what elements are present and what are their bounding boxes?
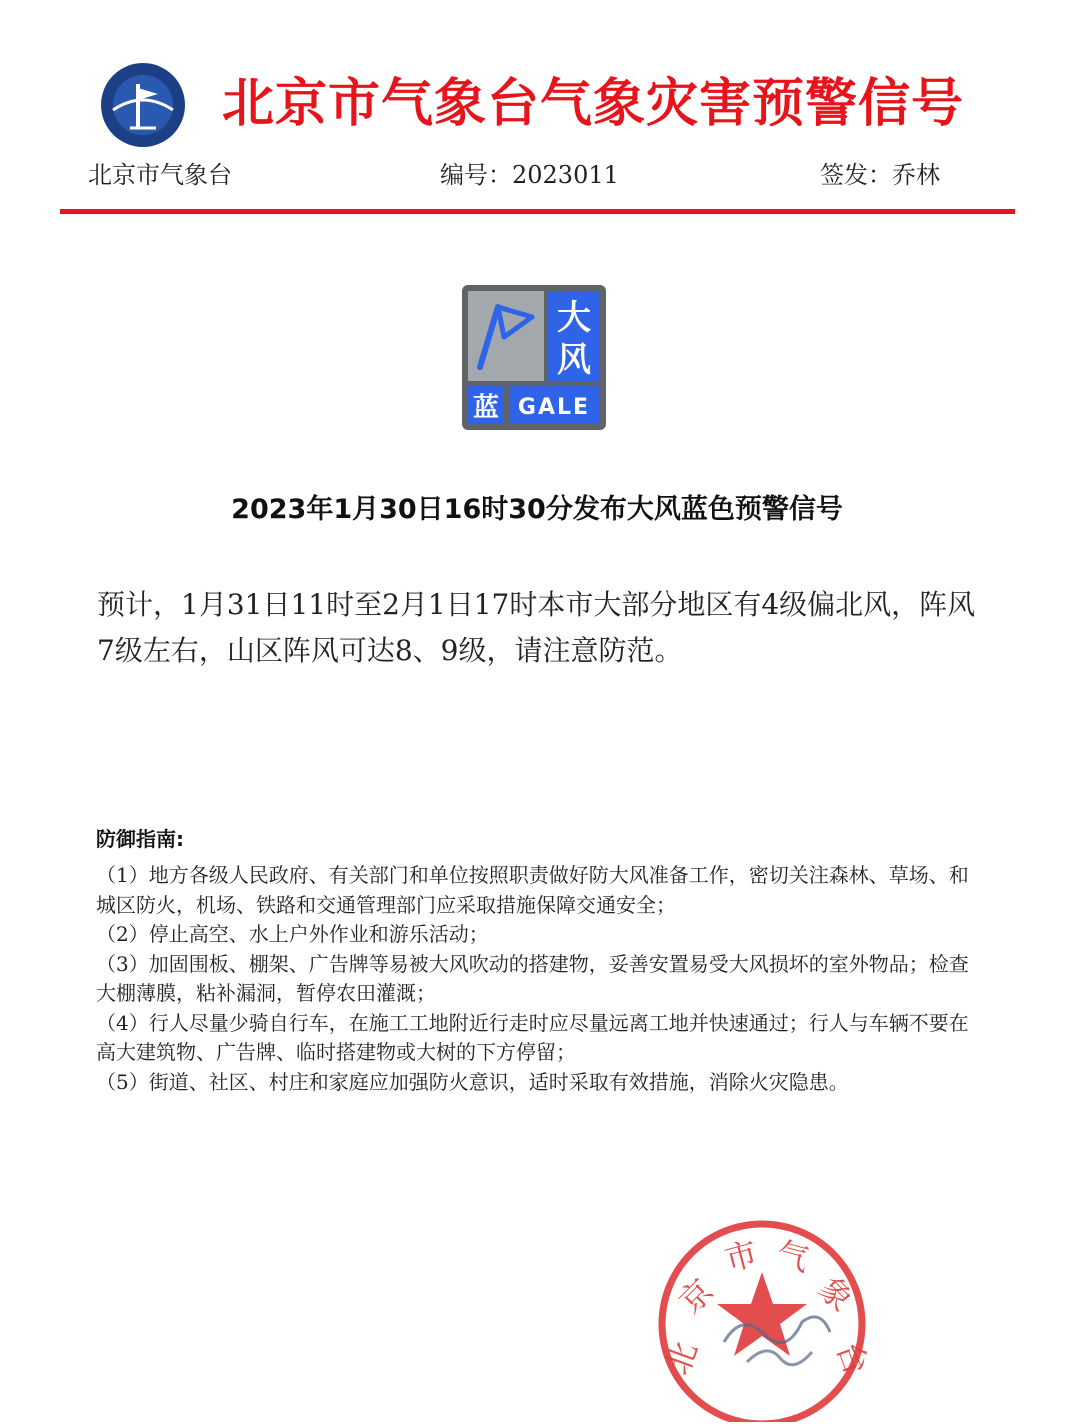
svg-text:象: 象 (811, 1269, 861, 1319)
guide-item: （4）行人尽量少骑自行车，在施工工地附近行走时应尽量远离工地并快速通过；行人与车辆不要在高大建筑物、广告牌、临时搭建物或大树的下方停留； (96, 1010, 969, 1064)
hazard-label: 大 (557, 298, 591, 338)
english-label: GALE (517, 395, 591, 420)
guide-item: （2）停止高空、水上户外作业和游乐活动； (96, 922, 489, 946)
document-number: 编号：2023011 (440, 161, 619, 189)
guide-item: （1）地方各级人民政府、有关部门和单位按照职责做好防大风准备工作，密切关注森林、草场、和城区防火，机场、铁路和交通管理部门应采取措施保障交通安全； (96, 863, 969, 917)
header-divider (60, 209, 1015, 214)
logo (100, 62, 186, 148)
svg-text:北: 北 (658, 1336, 705, 1380)
forecast-paragraph: 预计，1月31日11时至2月1日17时本市大部分地区有4级偏北风，阵风7级左右，山区阵风可达8、9级，请注意防范。 (97, 588, 976, 667)
guide-title: 防御指南: (96, 827, 184, 851)
hazard-label-part: 风 (557, 340, 591, 380)
guide-item: （3）加固围板、棚架、广告牌等易被大风吹动的搭建物，妥善安置易受大风损坏的室外物品；检查大棚薄膜，粘补漏洞，暂停农田灌溉； (96, 951, 969, 1005)
svg-text:京: 京 (671, 1271, 721, 1321)
document-title: 北京市气象台气象灾害预警信号 (222, 74, 965, 134)
guide-item: （5）街道、社区、村庄和家庭应加强防火意识，适时采取有效措施，消除火灾隐患。 (96, 1069, 849, 1094)
svg-text:台: 台 (829, 1336, 872, 1380)
seal-star-icon (717, 1272, 807, 1356)
issuer-label: 北京市气象台 (88, 161, 232, 189)
level-label: 蓝 (472, 393, 500, 423)
official-seal (652, 1212, 872, 1422)
svg-text:市: 市 (720, 1233, 762, 1279)
guide-list (96, 861, 986, 1097)
signer-label: 签发：乔林 (820, 161, 940, 189)
warning-headline: 2023年1月30日16时30分发布大风蓝色预警信号 (231, 494, 843, 525)
svg-text:气: 气 (772, 1233, 814, 1279)
gale-blue-warning-icon (462, 285, 606, 430)
